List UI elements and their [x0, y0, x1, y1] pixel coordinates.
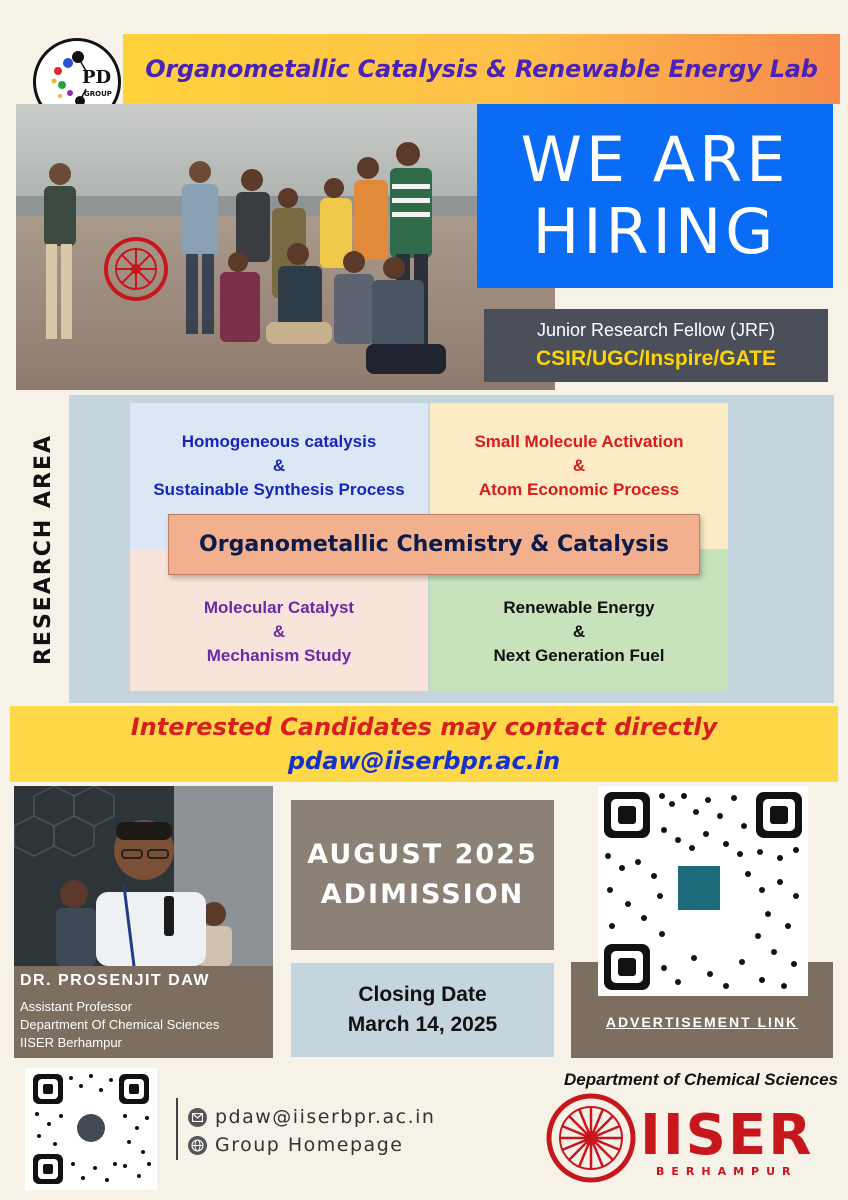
hiring-line1: WE ARE — [520, 123, 790, 196]
hiring-banner — [477, 104, 833, 288]
research-area-3: Molecular Catalyst & Mechanism Study — [130, 549, 428, 691]
research-area-2: Small Molecule Activation & Atom Economic Process — [430, 403, 728, 549]
department-caption: Department of Chemical Sciences — [564, 1070, 838, 1089]
logo-text: PD — [82, 67, 112, 88]
footer-homepage-row[interactable] — [188, 1132, 403, 1158]
advertisement-qr-code[interactable] — [598, 786, 808, 996]
contact-line: Interested Candidates may contact directly — [130, 713, 718, 741]
professor-institute: IISER Berhampur — [20, 1035, 122, 1050]
contact-email-link[interactable]: pdaw@iiserbpr.ac.in — [287, 747, 561, 775]
position-title: Junior Research Fellow (JRF) — [536, 320, 776, 340]
admission-line2: ADIMISSION — [320, 879, 525, 910]
research-area-1: Homogeneous catalysis & Sustainable Synthesis Process — [130, 403, 428, 549]
professor-card — [14, 966, 273, 1058]
admission-box — [291, 800, 554, 950]
professor-role: Assistant Professor — [20, 999, 132, 1014]
closing-date-box — [291, 963, 554, 1057]
professor-photo — [14, 786, 273, 966]
closing-date: March 14, 2025 — [347, 1013, 498, 1036]
research-area-label: RESEARCH AREA — [31, 433, 57, 665]
professor-department: Department Of Chemical Sciences — [20, 1017, 220, 1032]
hiring-line2: HIRING — [532, 195, 778, 268]
contact-banner — [10, 706, 838, 782]
globe-icon — [188, 1136, 207, 1155]
logo-subtext: GROUP — [84, 90, 112, 98]
group-photo — [16, 104, 555, 390]
research-center-title: Organometallic Chemistry & Catalysis — [168, 514, 700, 575]
research-area-4: Renewable Energy & Next Generation Fuel — [430, 549, 728, 691]
iiser-logo-city: BERHAMPUR — [656, 1165, 798, 1178]
position-eligibility: CSIR/UGC/Inspire/GATE — [536, 347, 776, 370]
closing-label: Closing Date — [358, 983, 487, 1006]
lab-name: Organometallic Catalysis & Renewable Energy Lab — [145, 55, 818, 83]
lab-name-banner — [123, 34, 840, 104]
email-icon — [188, 1108, 207, 1127]
position-box — [484, 309, 828, 382]
advertisement-link[interactable]: ADVERTISEMENT LINK — [605, 1014, 799, 1030]
admission-line1: AUGUST 2025 — [307, 839, 538, 870]
footer-email-row[interactable] — [188, 1104, 435, 1130]
footer-email[interactable]: pdaw@iiserbpr.ac.in — [215, 1106, 436, 1128]
professor-name: DR. PROSENJIT DAW — [20, 972, 210, 989]
iiser-wheel-logo — [545, 1092, 637, 1184]
footer-homepage-link[interactable]: Group Homepage — [215, 1134, 404, 1156]
iiser-logo-text: IISER — [640, 1103, 814, 1168]
footer-divider — [176, 1098, 178, 1160]
homepage-qr-code[interactable] — [25, 1068, 157, 1190]
